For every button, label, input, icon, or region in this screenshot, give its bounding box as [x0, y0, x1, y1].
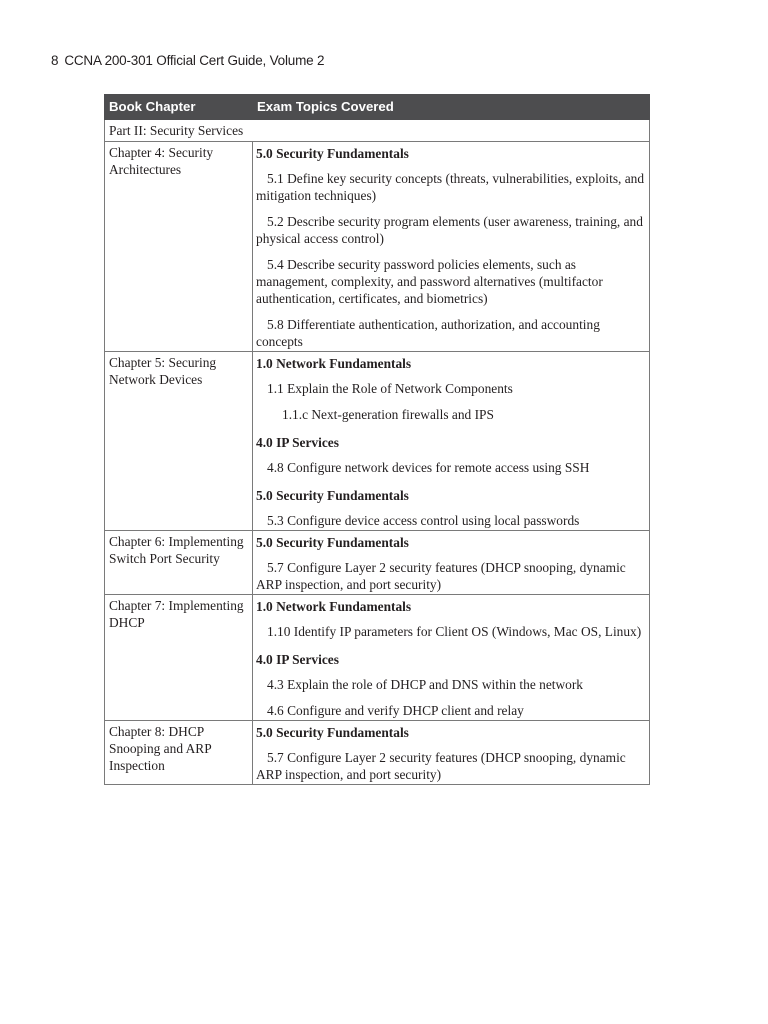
- chapter-cell: Chapter 4: Security Architectures: [105, 142, 253, 352]
- exam-domain-heading: 5.0 Security Fundamentals: [256, 488, 409, 503]
- exam-topic-item: 5.8 Differentiate authentication, authorization, and accounting concepts: [256, 317, 600, 349]
- exam-topic-item: 5.2 Describe security program elements (user awareness, training, and physical access control): [256, 214, 643, 246]
- topics-cell: [253, 531, 650, 595]
- exam-topic-item: 4.8 Configure network devices for remote access using SSH: [267, 460, 590, 475]
- header-book-chapter: Book Chapter: [105, 95, 253, 120]
- exam-topic-item: 1.1.c Next-generation firewalls and IPS: [282, 407, 494, 422]
- book-title: CCNA 200-301 Official Cert Guide, Volume 2: [64, 53, 325, 68]
- exam-domain-heading: 5.0 Security Fundamentals: [256, 535, 409, 550]
- chapter-cell: Chapter 7: Implementing DHCP: [105, 595, 253, 721]
- chapter-cell: Chapter 6: Implementing Switch Port Security: [105, 531, 253, 595]
- exam-domain-heading: 5.0 Security Fundamentals: [256, 146, 409, 161]
- table-row: [105, 142, 650, 352]
- topics-cell: [253, 721, 650, 785]
- exam-domain-heading: 1.0 Network Fundamentals: [256, 356, 412, 371]
- exam-topic-item: 5.1 Define key security concepts (threats, vulnerabilities, exploits, and mitigation techniques): [256, 171, 645, 203]
- part-row: [105, 120, 650, 142]
- exam-domain-heading: 4.0 IP Services: [256, 435, 339, 450]
- exam-topic-item: 4.3 Explain the role of DHCP and DNS within the network: [267, 677, 584, 692]
- exam-topic-item: 4.6 Configure and verify DHCP client and relay: [267, 703, 524, 718]
- exam-topic-item: 5.3 Configure device access control using local passwords: [267, 513, 580, 528]
- exam-topic-item: 5.7 Configure Layer 2 security features (DHCP snooping, dynamic ARP inspection, and port security): [256, 750, 626, 782]
- topics-cell: [253, 142, 650, 352]
- part-title: Part II: Security Services: [105, 120, 650, 142]
- table-row: [105, 721, 650, 785]
- exam-topic-item: 1.1 Explain the Role of Network Components: [267, 381, 513, 396]
- chapter-cell: Chapter 8: DHCP Snooping and ARP Inspection: [105, 721, 253, 785]
- table-body: [105, 120, 650, 785]
- table-row: [105, 352, 650, 531]
- table-row: [105, 531, 650, 595]
- header-exam-topics: Exam Topics Covered: [253, 95, 650, 120]
- running-head: [51, 53, 324, 68]
- exam-topic-item: 5.4 Describe security password policies elements, such as management, complexity, and password alternatives (multifactor authentication, certificates, and biometrics): [256, 257, 603, 306]
- table-header-row: [105, 95, 650, 120]
- exam-topic-item: 5.7 Configure Layer 2 security features (DHCP snooping, dynamic ARP inspection, and port security): [256, 560, 626, 592]
- chapter-cell: Chapter 5: Securing Network Devices: [105, 352, 253, 531]
- exam-domain-heading: 4.0 IP Services: [256, 652, 339, 667]
- topics-cell: [253, 352, 650, 531]
- table-row: [105, 595, 650, 721]
- exam-domain-heading: 1.0 Network Fundamentals: [256, 599, 412, 614]
- topics-cell: [253, 595, 650, 721]
- exam-topics-table: [104, 94, 650, 785]
- page-number: 8: [51, 53, 59, 68]
- exam-topic-item: 1.10 Identify IP parameters for Client OS (Windows, Mac OS, Linux): [267, 624, 642, 639]
- exam-domain-heading: 5.0 Security Fundamentals: [256, 725, 409, 740]
